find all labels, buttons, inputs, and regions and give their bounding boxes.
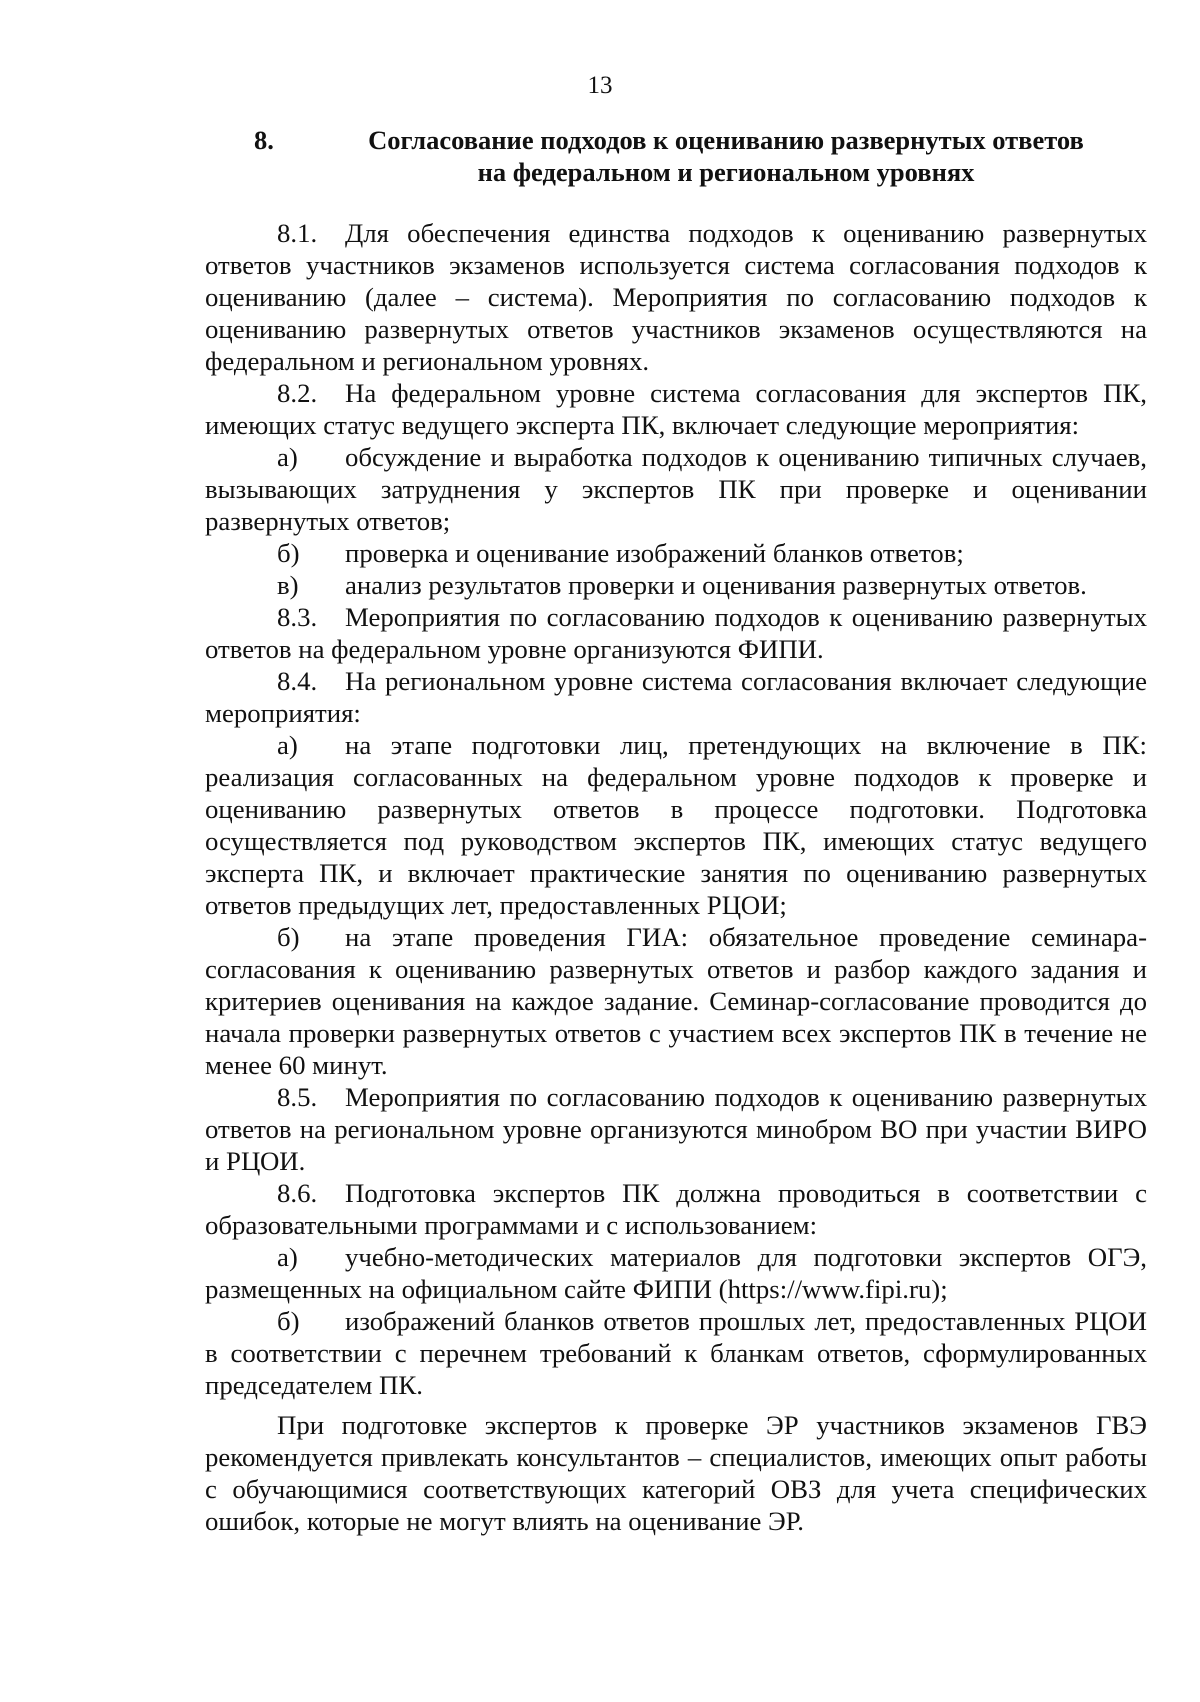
list-marker: в)	[277, 570, 299, 600]
list-marker: а)	[277, 730, 298, 760]
list-item-text: проверка и оценивание изображений бланков ответов;	[345, 538, 964, 568]
section-heading-number: 8.	[254, 125, 274, 155]
list-marker: б)	[277, 538, 300, 568]
list-marker: б)	[277, 922, 300, 952]
clause-text: Мероприятия по согласованию подходов к оцениванию развернутых ответов на федеральном уровне организуются ФИПИ.	[205, 602, 1147, 664]
clause-number: 8.2.	[277, 378, 318, 408]
list-item-text: на этапе подготовки лиц, претендующих на включение в ПК: реализация согласованных на федеральном уровне подходов к проверке и оцениванию развернутых ответов в процессе подготовки. Подготовка осуществляется под руководством экспертов ПК, имеющих статус ведущего эксперта ПК, и включает практические занятия по оцениванию развернутых ответов предыдущих лет, предоставленных РЦОИ;	[205, 730, 1147, 920]
list-item-text: обсуждение и выработка подходов к оцениванию типичных случаев, вызывающих затруднения у экспертов ПК при проверке и оценивании развернутых ответов;	[205, 442, 1147, 536]
paragraph-8-4	[205, 665, 1147, 729]
list-item-8-2-v	[205, 569, 1147, 601]
list-item-8-4-a	[205, 729, 1147, 921]
clause-number: 8.5.	[277, 1082, 318, 1112]
clause-number: 8.1.	[277, 218, 318, 248]
document-body	[205, 217, 1147, 1537]
list-item-8-2-a	[205, 441, 1147, 537]
clause-text: На федеральном уровне система согласования для экспертов ПК, имеющих статус ведущего эксперта ПК, включает следующие мероприятия:	[205, 378, 1147, 440]
paragraph-8-1	[205, 217, 1147, 377]
section-heading-line-2: на федеральном и региональном уровнях	[477, 157, 975, 187]
list-item-8-6-a	[205, 1241, 1147, 1305]
list-item-8-2-b	[205, 537, 1147, 569]
paragraph-8-2	[205, 377, 1147, 441]
list-item-8-4-b	[205, 921, 1147, 1081]
clause-number: 8.3.	[277, 602, 318, 632]
list-item-text: изображений бланков ответов прошлых лет, предоставленных РЦОИ в соответствии с перечнем требований к бланкам ответов, сформулированных председателем ПК.	[205, 1306, 1147, 1400]
paragraph-8-3	[205, 601, 1147, 665]
clause-number: 8.4.	[277, 666, 318, 696]
list-item-text: на этапе проведения ГИА: обязательное проведение семинара-согласования к оцениванию развернутых ответов и разбор каждого задания и критериев оценивания на каждое задание. Семинар-согласование проводится до начала проверки развернутых ответов с участием всех экспертов ПК в течение не менее 60 минут.	[205, 922, 1147, 1080]
paragraph-8-5	[205, 1081, 1147, 1177]
closing-paragraph: При подготовке экспертов к проверке ЭР участников экзаменов ГВЭ рекомендуется привлекать консультантов – специалистов, имеющих опыт работы с обучающимися соответствующих категорий ОВЗ для учета специфических ошибок, которые не могут влиять на оценивание ЭР.	[205, 1410, 1147, 1536]
list-marker: б)	[277, 1306, 300, 1336]
list-item-text: анализ результатов проверки и оценивания развернутых ответов.	[345, 570, 1087, 600]
clause-text: Для обеспечения единства подходов к оцениванию развернутых ответов участников экзаменов используется система согласования подходов к оцениванию (далее – система). Мероприятия по согласованию подходов к оцениванию развернутых ответов участников экзаменов осуществляются на федеральном и региональном уровнях.	[205, 218, 1147, 376]
clause-number: 8.6.	[277, 1178, 318, 1208]
paragraph-8-6	[205, 1177, 1147, 1241]
clause-text: Мероприятия по согласованию подходов к оцениванию развернутых ответов на региональном уровне организуются минобром ВО при участии ВИРО и РЦОИ.	[205, 1082, 1147, 1176]
list-marker: а)	[277, 1242, 298, 1272]
list-item-8-6-b	[205, 1305, 1147, 1401]
list-item-text: учебно-методических материалов для подготовки экспертов ОГЭ, размещенных на официальном сайте ФИПИ (https://www.fipi.ru);	[205, 1242, 1147, 1304]
clause-text: На региональном уровне система согласования включает следующие мероприятия:	[205, 666, 1147, 728]
section-heading-line-1: Согласование подходов к оцениванию развернутых ответов	[368, 125, 1084, 155]
list-marker: а)	[277, 442, 298, 472]
page-number: 13	[587, 72, 613, 99]
clause-text: Подготовка экспертов ПК должна проводиться в соответствии с образовательными программами и с использованием:	[205, 1178, 1147, 1240]
